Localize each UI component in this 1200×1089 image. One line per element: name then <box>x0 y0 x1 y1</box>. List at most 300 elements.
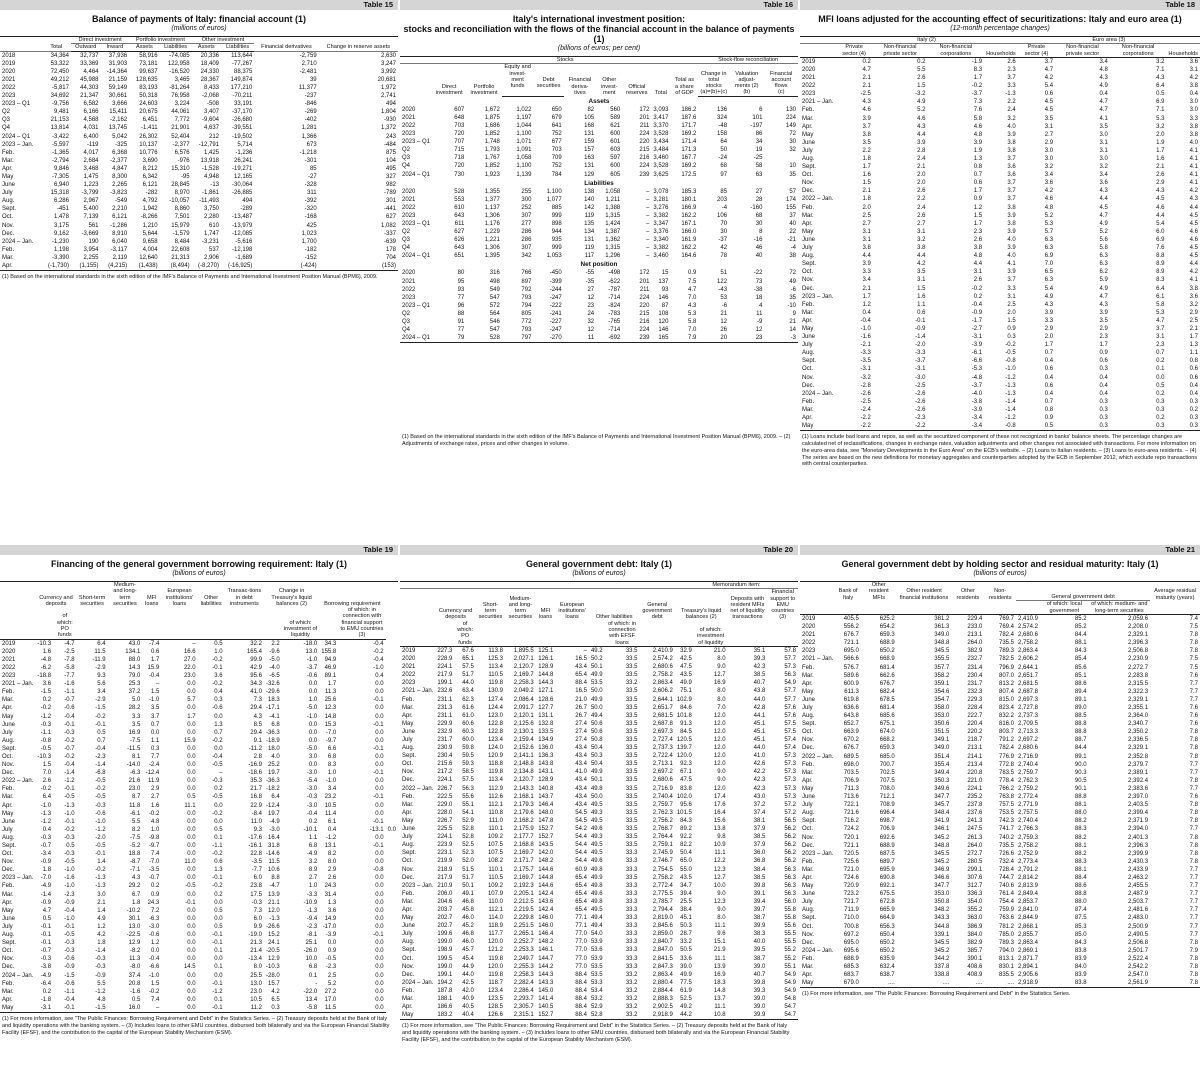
table-cell: 782.4 <box>998 745 1014 752</box>
table-cell: 11.5 <box>268 859 280 866</box>
table-cell: 65.4 <box>575 890 587 897</box>
table-cell: 44.9 <box>462 963 474 970</box>
table-cell: 358.0 <box>934 705 950 712</box>
table-cell: -0.2 <box>212 851 223 858</box>
table-cell: 0.3 <box>1099 415 1108 422</box>
table-cell: 55.6 <box>462 793 474 800</box>
table-cell: 9,846 <box>53 165 69 172</box>
data-table <box>400 581 798 1020</box>
table-cell: 2,401.3 <box>1128 834 1149 841</box>
table-cell: 561 <box>88 222 99 229</box>
table-cell: 685.0 <box>879 753 895 760</box>
table-row <box>400 278 798 286</box>
table-cell: 4.3 <box>917 123 926 130</box>
table-cell: -3.0 <box>269 826 280 833</box>
table-cell: -0.5 <box>95 794 106 801</box>
table-cell: 643.8 <box>843 713 859 720</box>
table-row <box>800 349 1200 357</box>
table-cell: 83.8 <box>1074 947 1087 954</box>
table-cell: 0.0 <box>375 915 384 922</box>
table-row <box>0 980 398 988</box>
table-cell: 26,302 <box>139 133 158 140</box>
table-cell: 126.1 <box>538 656 554 663</box>
table-cell: 54.7 <box>784 1004 796 1011</box>
table-cell: 10 <box>789 163 796 170</box>
table-cell: 19 <box>755 147 763 154</box>
row-label: Feb. <box>802 107 815 114</box>
table-cell: -1.2 <box>212 988 223 995</box>
table-cell: 2,192.3 <box>513 882 534 889</box>
table-cell: -1.3 <box>40 810 52 817</box>
table-row <box>800 809 1200 817</box>
row-label: May <box>802 688 814 695</box>
table-row <box>800 82 1200 90</box>
table-cell: 549 <box>489 286 500 293</box>
table-cell: 77.5 <box>680 979 692 986</box>
table-cell: 83.9 <box>1074 972 1087 979</box>
table-cell: 169.2 <box>681 163 697 170</box>
table-cell: 2,049.2 <box>513 688 534 695</box>
col-header: Equity and invest-ment funds <box>504 64 531 90</box>
table-cell: 2,169.7 <box>513 850 534 857</box>
table-cell: 4.7 <box>862 66 871 73</box>
table-cell: 353.0 <box>934 891 950 898</box>
table-cell: 57.5 <box>784 728 796 735</box>
table-row <box>400 849 798 857</box>
row-label: 2021 – Jan. <box>802 656 834 663</box>
table-cell: 83.9 <box>1074 955 1087 962</box>
table-cell: 9.0 <box>717 777 726 784</box>
table-cell: -7.0 <box>148 859 160 866</box>
table-cell: 2,644.1 <box>652 696 673 703</box>
table-cell: 3.7 <box>1007 277 1016 284</box>
table-cell: 143.8 <box>538 761 554 768</box>
table-cell: 0.2 <box>862 58 871 65</box>
table-cell: 1.6 <box>150 802 160 809</box>
table-cell: 0.0 <box>375 883 384 890</box>
table-cell: 50.3 <box>680 923 692 930</box>
row-label: Q3 <box>402 155 411 162</box>
table-cell: 7.7 <box>1189 680 1198 687</box>
table-cell: 2.7 <box>308 875 318 882</box>
col-header: Private sector (4) <box>1018 44 1055 58</box>
table-cell: 3.7 <box>1044 58 1054 65</box>
footnote: (1) For more information, see "The Public Finances: Borrowing Requirement and Debt" in the Statistics Series. – (2) Treasury deposits held at the Bank of Italy and liquidity operations with the banking system. – (3) Includes loans to other EMU countries, disbursed both bilaterally and via the European Financial Stability Facility (EFSF), and the contribution to the capital of the European Stability Mechanism (ESM). <box>402 1023 790 1043</box>
table-cell: 131 <box>584 237 595 244</box>
table-cell: -0.2 <box>40 705 52 712</box>
row-label: 2020 <box>402 106 416 113</box>
table-row <box>800 179 1200 187</box>
table-cell: -32.6 <box>266 681 280 688</box>
table-cell: 0.4 <box>1044 374 1054 381</box>
table-cell: 704 <box>385 254 396 261</box>
table-cell: 49.2 <box>590 647 603 654</box>
table-cell: 232.3 <box>967 688 983 695</box>
table-cell: 5,714 <box>237 141 253 148</box>
table-number: Table 21 <box>800 545 1200 555</box>
table-cell: 11.5 <box>319 1004 338 1013</box>
row-label: Apr. <box>402 906 413 913</box>
table-cell: 0.0 <box>187 996 196 1003</box>
table-cell: 2.5 <box>862 212 871 219</box>
table-row <box>400 162 798 170</box>
table-cell: 0.0 <box>214 899 223 906</box>
table-cell: 2,863.4 <box>652 971 673 978</box>
table-cell: 2,772.4 <box>652 882 673 889</box>
table-cell: -3.5 <box>148 867 160 874</box>
table-row <box>800 252 1200 260</box>
table-cell: 688.9 <box>879 640 895 647</box>
table-cell: 62.3 <box>462 696 474 703</box>
table-cell: -0.5 <box>40 745 52 752</box>
table-cell: 3,224 <box>174 101 190 108</box>
table-cell: 7.6 <box>1189 794 1198 801</box>
table-cell: 231.7 <box>437 737 453 743</box>
table-cell: 3,954 <box>83 246 99 253</box>
table-cell: 15,411 <box>109 109 128 116</box>
table-subtitle: (12-month percentage changes) <box>950 25 1050 32</box>
table-cell: 1,387 <box>605 229 621 236</box>
table-cell: 89.1 <box>1074 753 1087 760</box>
table-cell: 42.3 <box>753 664 766 671</box>
row-label: Oct. <box>2 753 14 760</box>
row-label: Apr. <box>402 1004 413 1011</box>
table-cell: – <box>583 647 587 654</box>
table-cell: 0.0 <box>187 826 196 833</box>
table-cell: 3.8 <box>1189 123 1198 130</box>
table-row <box>0 777 398 785</box>
table-cell: 0.4 <box>1189 390 1198 397</box>
table-cell: 33.5 <box>625 793 638 800</box>
table-cell: 28 <box>755 196 763 203</box>
table-cell: 805 <box>521 310 532 317</box>
table-cell: -0.4 <box>95 745 106 752</box>
table-cell: 7.6 <box>1189 713 1198 720</box>
table-cell: 2,329.1 <box>1128 696 1149 703</box>
table-cell: 34.3 <box>324 640 337 647</box>
table-cell: 3,465 <box>174 76 190 83</box>
table-cell: -20.5 <box>266 948 280 955</box>
table-cell: 324 <box>717 114 728 121</box>
table-cell: 2,684 <box>83 157 99 164</box>
row-label: Aug. <box>802 713 815 720</box>
table-cell: -0.4 <box>64 762 75 769</box>
table-cell: 3.4 <box>1099 172 1108 179</box>
table-cell: -6.4 <box>40 980 52 987</box>
row-label: Dec. <box>802 382 815 389</box>
table-cell: 672.8 <box>879 899 895 906</box>
table-cell: 1.4 <box>97 859 106 866</box>
table-row <box>800 680 1200 688</box>
table-cell: 2,847.0 <box>652 947 673 954</box>
table-cell: 0.3 <box>150 745 160 752</box>
table-cell: 42 <box>720 245 728 252</box>
table-cell: 215 <box>639 310 650 317</box>
table-cell: 0.5 <box>214 907 223 914</box>
table-cell: 3.6 <box>1044 180 1054 187</box>
table-cell: 6.0 <box>253 915 262 922</box>
col-group-header: Stocks <box>432 57 698 64</box>
row-label: Sept. <box>2 745 17 752</box>
table-cell: -0.9 <box>40 859 52 866</box>
table-cell: 88.8 <box>1074 721 1087 728</box>
table-cell: 4.2 <box>1189 75 1198 82</box>
table-cell: -3.3 <box>306 891 318 898</box>
table-cell: 37 <box>789 212 796 219</box>
table-cell: 2,394.0 <box>1128 826 1149 833</box>
table-body <box>0 51 398 271</box>
table-cell: 218.7 <box>967 737 983 744</box>
table-cell: 255 <box>521 188 532 195</box>
table-cell: 26,241 <box>234 157 253 164</box>
table-cell: -9.4 <box>306 915 318 922</box>
table-cell: -18.8 <box>37 673 52 680</box>
table-cell: 6.3 <box>1099 253 1108 260</box>
table-cell: 4.7 <box>1044 66 1054 73</box>
table-cell: -6.6 <box>148 964 160 971</box>
table-cell: 650.2 <box>879 947 895 954</box>
table-cell: 636.6 <box>843 705 859 712</box>
table-cell: 56.3 <box>784 890 796 897</box>
table-cell: 7.0 <box>717 704 726 711</box>
table-cell: 199.1 <box>437 680 453 687</box>
table-cell: 382.9 <box>967 939 983 946</box>
table-cell: 2,758.2 <box>1018 640 1039 647</box>
table-cell: 354.0 <box>967 899 983 906</box>
table-cell: 5,644 <box>142 230 158 237</box>
table-cell: 11.1 <box>184 802 196 809</box>
table-cell: 2,771.9 <box>1018 802 1039 809</box>
table-cell: -3.4 <box>928 422 985 431</box>
table-cell: -0.2 <box>373 648 384 655</box>
table-cell: 2,392.4 <box>1128 777 1149 784</box>
table-cell: 1,804 <box>380 109 396 116</box>
table-cell: -0.3 <box>40 721 52 728</box>
table-cell: 3.1 <box>917 228 926 235</box>
table-cell: 547 <box>489 294 500 301</box>
row-label: 2023 <box>402 131 416 138</box>
table-cell: 229.0 <box>437 801 453 808</box>
col-header: Financial derivatives <box>254 37 318 52</box>
table-cell: -1,411 <box>141 125 158 132</box>
table-cell: 3.6 <box>42 681 52 688</box>
table-row <box>400 334 798 343</box>
table-cell: 85.2 <box>1074 624 1087 631</box>
table-cell: 720.1 <box>843 834 859 841</box>
col-header: Change in reserve assets <box>319 37 398 52</box>
table-cell: 1.3 <box>1189 342 1198 349</box>
table-cell: 77.0 <box>575 931 587 938</box>
row-label: Nov. <box>402 963 414 970</box>
table-cell: 37.2 <box>128 689 141 696</box>
table-cell: 1.7 <box>1156 147 1165 154</box>
table-cell: 7.8 <box>1189 745 1198 752</box>
table-cell: 7.1 <box>1156 66 1165 73</box>
table-cell: -0.4 <box>373 640 384 647</box>
table-cell: 24 <box>587 310 595 317</box>
table-cell: 2,884.4 <box>652 987 673 994</box>
table-cell: 45.1 <box>753 728 766 735</box>
table-cell: -0.1 <box>40 940 52 947</box>
col-header: Borrowing requirement <box>324 600 381 607</box>
table-cell: 20,681 <box>377 76 396 83</box>
table-cell: -1.0 <box>306 713 318 720</box>
row-label: Aug. <box>802 350 815 357</box>
table-cell: 2,841.5 <box>652 955 673 962</box>
table-cell: 77.0 <box>575 963 587 970</box>
table-cell: 3.8 <box>1189 285 1198 292</box>
table-row <box>0 648 398 656</box>
table-cell: 40.7 <box>753 971 766 978</box>
table-cell: 60.0 <box>462 737 474 743</box>
table-cell: 794.0 <box>998 947 1014 954</box>
col-header: Total <box>655 89 667 96</box>
table-cell: 53.9 <box>590 955 603 962</box>
table-cell: 65.4 <box>575 898 587 905</box>
table-cell: 112.1 <box>488 801 503 808</box>
table-cell: 23.0 <box>183 673 196 680</box>
table-row <box>0 639 398 648</box>
table-cell: 45.8 <box>462 906 474 913</box>
table-row <box>800 971 1200 979</box>
table-cell: -399 <box>549 278 562 285</box>
table-cell: 4.1 <box>1099 115 1108 122</box>
table-cell: 678.5 <box>879 696 895 703</box>
col-header <box>984 601 1016 615</box>
table-cell: 3.5 <box>917 269 926 276</box>
row-label: Q3 <box>402 319 411 326</box>
table-cell: -1.0 <box>40 802 52 809</box>
table-cell: 9.0 <box>717 664 726 671</box>
table-cell: -0.1 <box>212 932 223 939</box>
table-cell: 5.3 <box>1156 115 1165 122</box>
table-cell: 129 <box>584 171 595 178</box>
table-cell: 3,528 <box>653 163 669 170</box>
table-cell: 0.8 <box>1189 358 1198 365</box>
table-cell: 4.3 <box>688 302 697 309</box>
table-cell: 0.5 <box>131 996 141 1003</box>
table-cell: 28.2 <box>128 705 141 712</box>
table-row <box>400 833 798 841</box>
table-cell: 56.5 <box>784 817 796 824</box>
table-cell: 300 <box>521 196 532 203</box>
table-cell: 348.2 <box>934 907 950 914</box>
table-cell: 2,651.7 <box>652 704 673 711</box>
table-cell: -1.2 <box>325 834 337 841</box>
table-cell: 307 <box>521 245 532 252</box>
table-cell: 88.1 <box>1074 866 1087 873</box>
table-cell: 122.8 <box>487 728 503 735</box>
table-cell: 7.6 <box>1189 672 1198 679</box>
table-cell: 2,894.1 <box>1018 964 1039 971</box>
table-cell: 0.0 <box>214 713 223 720</box>
row-label: Nov. <box>402 769 414 776</box>
table-cell: 85.6 <box>1074 664 1087 671</box>
table-cell: -1.2 <box>40 713 52 720</box>
row-label: June <box>802 139 816 146</box>
table-cell: 2,229.8 <box>513 915 534 922</box>
table-cell: 118.8 <box>488 761 503 768</box>
table-cell: -18.2 <box>266 786 280 793</box>
table-cell: 0.8 <box>973 164 983 171</box>
table-cell: 146.0 <box>538 923 554 930</box>
table-cell: 110.1 <box>488 826 503 833</box>
table-cell: 807.4 <box>998 688 1014 695</box>
table-cell: – <box>646 196 650 203</box>
table-cell: 53.5 <box>590 963 603 970</box>
table-cell: 1,748 <box>484 139 500 146</box>
table-cell: 560 <box>610 106 621 113</box>
row-label: Apr. <box>2 899 13 906</box>
table-cell: -1.3 <box>306 907 318 914</box>
table-cell: 42.6 <box>753 761 766 768</box>
table-cell: -3.3 <box>915 350 926 357</box>
table-cell: 3.9 <box>1007 228 1016 235</box>
table-cell: 224 <box>785 114 796 121</box>
table-cell: 14 <box>789 327 796 334</box>
table-cell: 55.2 <box>784 947 796 954</box>
table-cell: 4.8 <box>1099 66 1108 73</box>
table-cell: 60.6 <box>462 720 474 727</box>
table-cell: 803.7 <box>998 729 1014 736</box>
table-cell: 327 <box>385 174 396 180</box>
table-cell: -14.0 <box>126 762 141 769</box>
table-cell: 2,651.7 <box>1018 672 1039 679</box>
table-row <box>800 220 1200 228</box>
table-cell: 31,903 <box>108 60 128 67</box>
table-cell: 0.0 <box>187 891 196 898</box>
row-label: Feb. <box>402 890 415 897</box>
row-label: 2023 – Jan. <box>802 293 834 300</box>
table-cell: 2,148.8 <box>513 761 534 768</box>
table-row <box>0 931 398 939</box>
table-cell: 778.4 <box>998 777 1014 784</box>
table-row <box>800 301 1200 309</box>
table-cell: 2,130.1 <box>513 728 534 735</box>
col-header <box>800 44 835 58</box>
col-header: Financial deriva-tives <box>568 77 592 96</box>
table-cell: 0.0 <box>375 972 384 979</box>
table-cell: 162.2 <box>681 245 697 252</box>
col-header: MFI loans <box>538 608 553 621</box>
table-cell: 944 <box>551 229 562 236</box>
table-row <box>800 187 1200 195</box>
row-label: 2023 – Jan. <box>802 850 834 857</box>
table-cell: 662.6 <box>879 672 895 679</box>
table-cell: 187.6 <box>681 114 697 121</box>
table-cell: 349.0 <box>934 632 950 639</box>
table-cell: -28.0 <box>266 972 280 979</box>
row-label: Aug. <box>2 737 15 744</box>
table-cell: 1,139 <box>516 171 532 178</box>
table-cell: -6.6 <box>971 358 983 365</box>
table-cell: -3.9 <box>325 932 337 939</box>
table-cell: 2,501.7 <box>1128 947 1149 954</box>
table-cell: 53.2 <box>590 996 603 1002</box>
table-cell: 0.4 <box>862 309 871 316</box>
table-cell: 4,004 <box>142 246 158 253</box>
table-cell: 791.2 <box>998 737 1014 744</box>
table-cell: 675.5 <box>879 891 895 898</box>
table-cell: -16.1 <box>248 843 262 850</box>
table-cell: -0.1 <box>212 875 223 882</box>
table-cell: 3,175 <box>53 222 69 229</box>
row-label: Oct. <box>802 172 814 179</box>
table-cell: -3.7 <box>971 91 983 98</box>
table-row <box>0 729 398 737</box>
table-cell: 46.0 <box>462 915 474 922</box>
table-cell: 7.7 <box>1189 931 1198 938</box>
